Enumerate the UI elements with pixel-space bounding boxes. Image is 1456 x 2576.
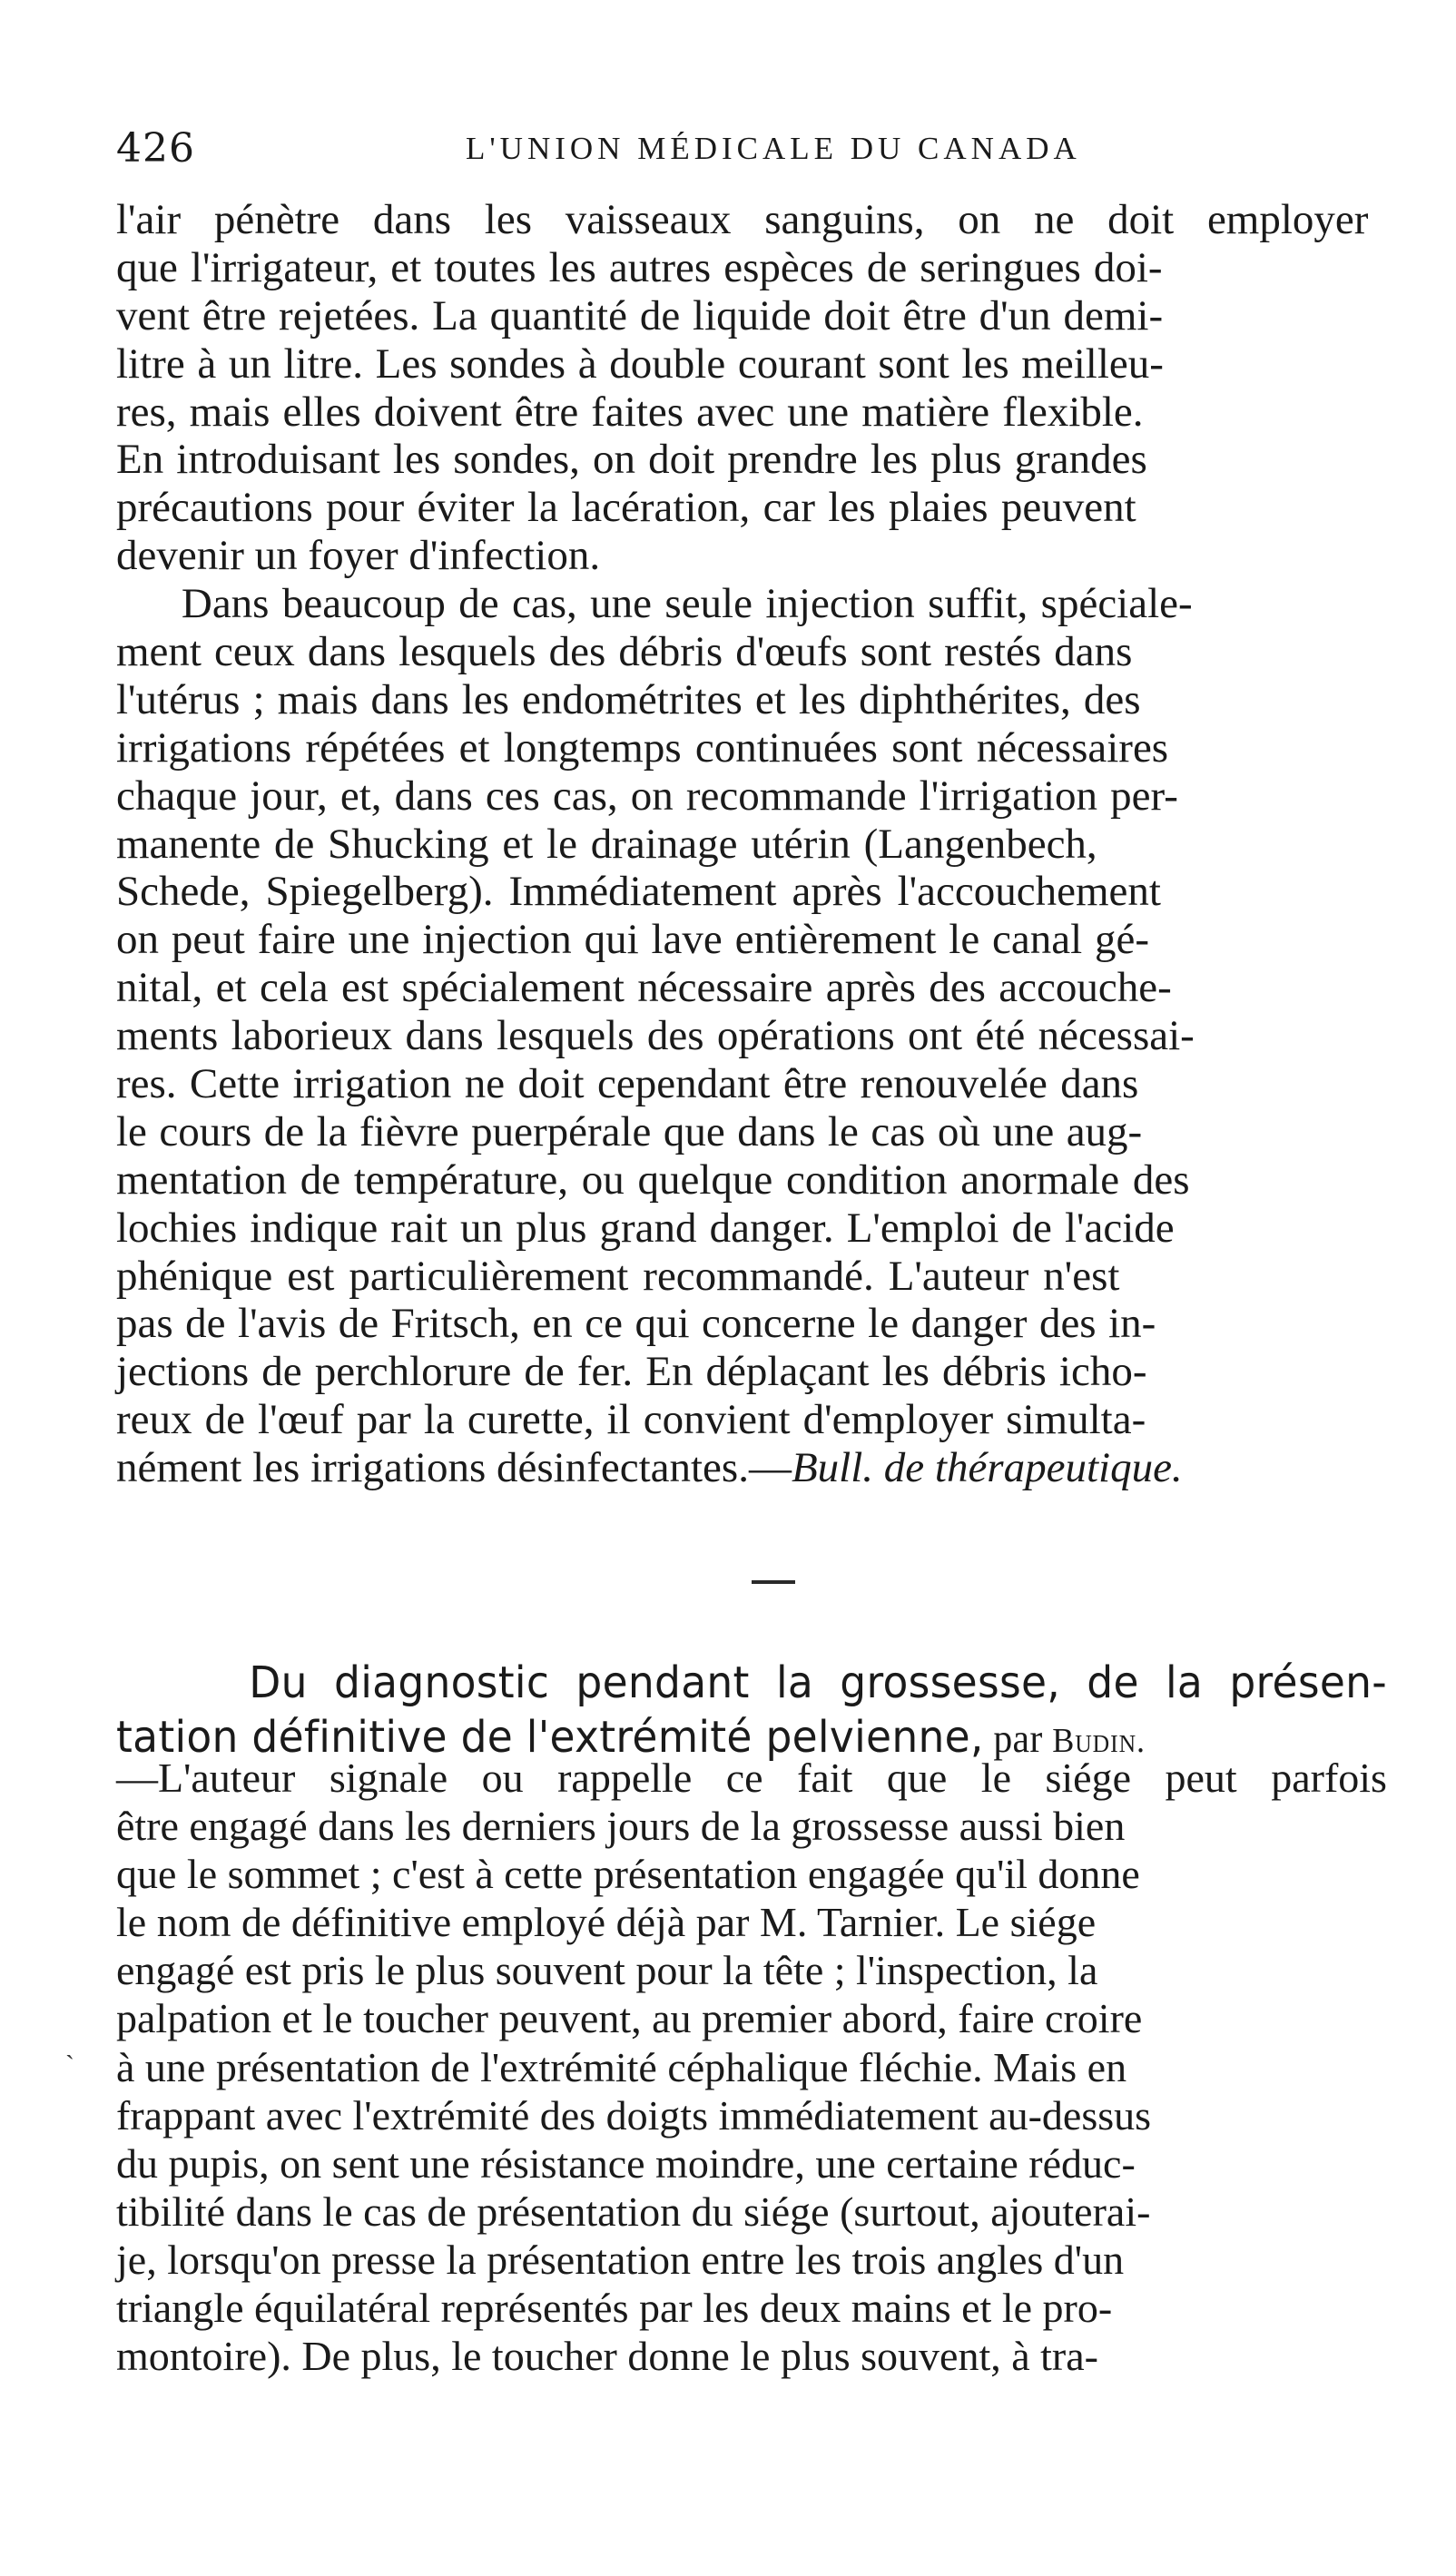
title-par: par (983, 1716, 1053, 1761)
body-line: précautions pour éviter la lacération, car les plaies peuvent (116, 484, 1136, 532)
body-line: que l'irrigateur, et toutes les autres espèces de seringues doi- (116, 243, 1163, 291)
body-line: ments laborieux dans lesquels des opérations ont été nécessai- (116, 1012, 1195, 1060)
body-line: que le sommet ; c'est à cette présentation engagée qu'il donne (116, 1851, 1140, 1898)
body-line: le cours de la fièvre puerpérale que dans le cas où une aug- (116, 1107, 1143, 1155)
body-line: reux de l'œuf par la curette, il convient d'employer simulta- (116, 1396, 1146, 1444)
body-line: devenir un foyer d'infection. (116, 532, 601, 580)
body-line: montoire). De plus, le toucher donne le plus souvent, à tra- (116, 2333, 1098, 2380)
body-line: chaque jour, et, dans ces cas, on recommande l'irrigation per- (116, 772, 1178, 820)
last-line-text: nément les irrigations désinfectantes.— (116, 1444, 792, 1492)
body-line: En introduisant les sondes, on doit prendre les plus grandes (116, 436, 1147, 484)
body-line: vent être rejetées. La quantité de liquide doit être d'un demi- (116, 291, 1164, 339)
section-title-text: tation définitive de l'extrémité pelvienne, (116, 1712, 984, 1763)
body-line-last (116, 1444, 1368, 1492)
body-line: res, mais elles doivent être faites avec une matière flexible. (116, 388, 1144, 436)
body-line: phénique est particulièrement recommandé. L'auteur n'est (116, 1252, 1120, 1300)
section-body (116, 1754, 1387, 2380)
body-line: du pupis, on sent une résistance moindre, une certaine réduc- (116, 2139, 1136, 2187)
body-line: jections de perchlorure de fer. En déplaçant les débris icho- (116, 1348, 1147, 1396)
article-body (116, 196, 1368, 1492)
section-title (116, 1656, 1456, 1765)
body-line: frappant avec l'extrémité des doigts immédiatement au-dessus (116, 2091, 1152, 2138)
margin-mark: ˏ (65, 2030, 74, 2060)
body-line: nital, et cela est spécialement nécessaire après des accouche- (116, 964, 1172, 1012)
body-line: l'air pénètre dans les vaisseaux sanguins, on ne doit employer (116, 196, 1369, 243)
body-line: irrigations répétées et longtemps continuées sont nécessaires (116, 723, 1169, 772)
body-line: palpation et le toucher peuvent, au premier abord, faire croire (116, 1995, 1143, 2042)
body-line: engagé est pris le plus souvent pour la tête ; l'inspection, la (116, 1947, 1098, 1994)
running-head: L'UNION MÉDICALE DU CANADA (466, 131, 1081, 166)
body-line: litre à un litre. Les sondes à double courant sont les meilleu- (116, 339, 1164, 388)
page-header (116, 125, 1387, 180)
section-title-line: Du diagnostic pendant la grossesse, de la présen- (116, 1657, 1388, 1708)
body-line: manente de Shucking et le drainage utérin (Langenbech, (116, 820, 1097, 868)
body-line: être engagé dans les derniers jours de la grossesse aussi bien (116, 1803, 1126, 1850)
body-line: triangle équilatéral représentés par les deux mains et le pro- (116, 2285, 1113, 2332)
title-author: Budin. (1052, 1722, 1146, 1760)
page-number: 426 (116, 125, 195, 172)
body-line: mentation de température, ou quelque condition anormale des (116, 1155, 1190, 1204)
citation: Bull. de thérapeutique. (791, 1444, 1183, 1492)
body-line: Dans beaucoup de cas, une seule injection suffit, spéciale- (116, 580, 1193, 628)
body-line: ment ceux dans lesquels des débris d'œufs sont restés dans (116, 628, 1133, 676)
body-line: je, lorsqu'on presse la présentation entre les trois angles d'un (116, 2236, 1125, 2283)
body-line: lochies indique rait un plus grand danger. L'emploi de l'acide (116, 1204, 1175, 1252)
body-line: pas de l'avis de Fritsch, en ce qui concerne le danger des in- (116, 1300, 1156, 1348)
section-separator (752, 1580, 795, 1584)
body-line: res. Cette irrigation ne doit cependant être renouvelée dans (116, 1060, 1139, 1108)
body-line: tibilité dans le cas de présentation du siége (surtout, ajouterai- (116, 2188, 1151, 2235)
body-line: Schede, Spiegelberg). Immédiatement après l'accouchement (116, 868, 1161, 916)
body-line: —L'auteur signale ou rappelle ce fait que le siége peut parfois (116, 1755, 1387, 1801)
body-line: à une présentation de l'extrémité céphalique fléchie. Mais en (116, 2043, 1127, 2090)
body-line: le nom de définitive employé déjà par M. Tarnier. Le siége (116, 1899, 1097, 1946)
body-line: on peut faire une injection qui lave entièrement le canal gé- (116, 916, 1150, 964)
body-line: l'utérus ; mais dans les endométrites et les diphthérites, des (116, 675, 1141, 723)
